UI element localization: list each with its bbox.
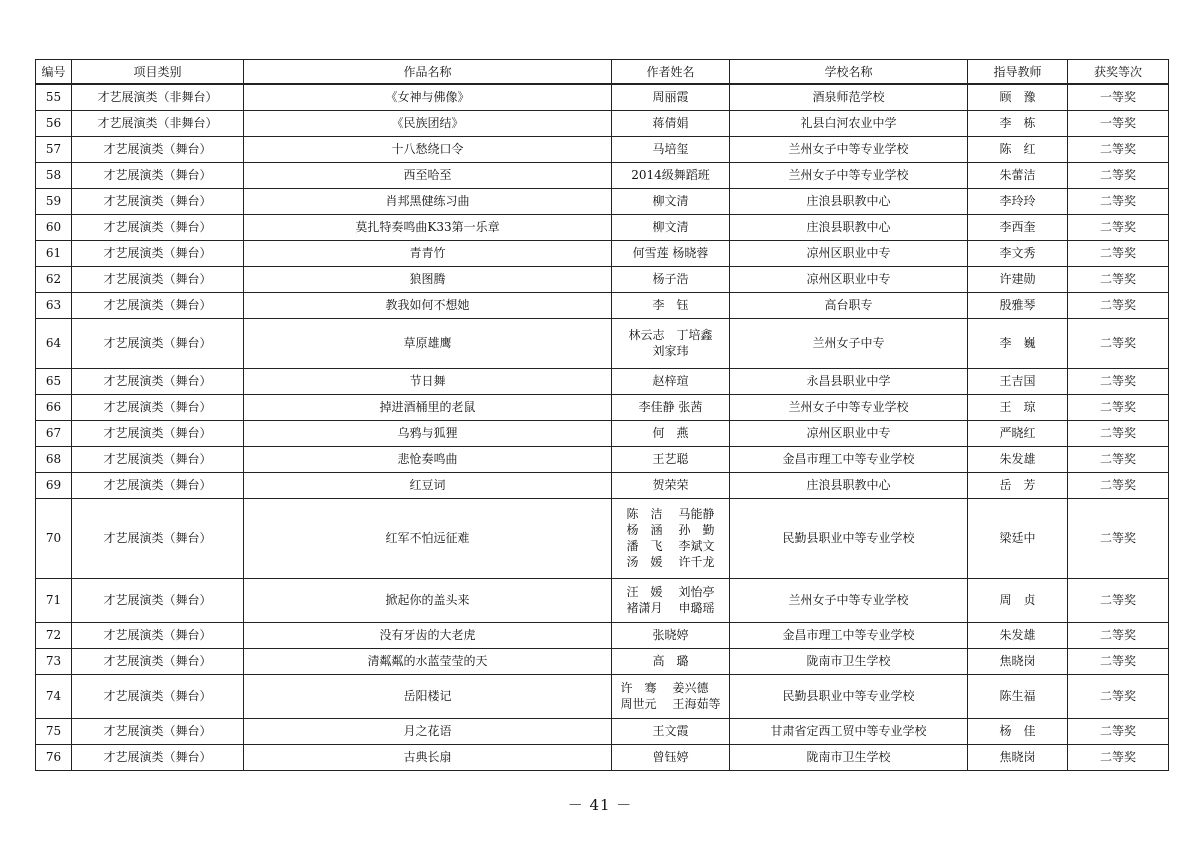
cell-award: 二等奖 — [1068, 578, 1169, 622]
cell-school: 兰州女子中等专业学校 — [730, 394, 968, 420]
author-name: 李 钰 — [652, 298, 689, 312]
cell-authors — [612, 162, 730, 188]
table-row — [36, 292, 1169, 318]
cell-teacher: 李 栋 — [968, 110, 1068, 136]
table-header-row — [36, 60, 1169, 85]
cell-authors — [612, 136, 730, 162]
cell-teacher: 王吉国 — [968, 368, 1068, 394]
cell-authors — [612, 110, 730, 136]
cell-category: 才艺展演类（舞台） — [72, 162, 244, 188]
author-name: 许 骞 — [620, 681, 657, 695]
table-row — [36, 162, 1169, 188]
cell-teacher: 周 贞 — [968, 578, 1068, 622]
cell-number: 56 — [36, 110, 72, 136]
cell-number: 55 — [36, 84, 72, 110]
table-row — [36, 136, 1169, 162]
cell-authors — [612, 214, 730, 240]
table-row — [36, 394, 1169, 420]
cell-number: 75 — [36, 718, 72, 744]
cell-authors — [612, 578, 730, 622]
cell-category: 才艺展演类（舞台） — [72, 718, 244, 744]
cell-school: 甘肃省定西工贸中等专业学校 — [730, 718, 968, 744]
cell-teacher: 朱发雄 — [968, 446, 1068, 472]
cell-work: 《民族团结》 — [244, 110, 612, 136]
cell-number: 62 — [36, 266, 72, 292]
cell-number: 70 — [36, 498, 72, 578]
cell-authors — [612, 188, 730, 214]
author-name: 赵梓瑄 — [652, 374, 689, 388]
cell-number: 73 — [36, 648, 72, 674]
author-name: 王艺聪 — [652, 452, 689, 466]
cell-award: 二等奖 — [1068, 648, 1169, 674]
cell-award: 二等奖 — [1068, 622, 1169, 648]
header-authors: 作者姓名 — [612, 60, 730, 85]
page-number: － 41 － — [567, 796, 633, 814]
cell-teacher: 焦晓岗 — [968, 648, 1068, 674]
cell-authors — [612, 674, 730, 718]
cell-category: 才艺展演类（舞台） — [72, 292, 244, 318]
cell-authors — [612, 718, 730, 744]
cell-teacher: 杨 佳 — [968, 718, 1068, 744]
author-name: 柳文清 — [652, 194, 689, 208]
cell-award: 二等奖 — [1068, 394, 1169, 420]
cell-award: 二等奖 — [1068, 498, 1169, 578]
author-name: 申璐瑶 — [678, 601, 715, 615]
cell-authors — [612, 420, 730, 446]
cell-work: 西至哈至 — [244, 162, 612, 188]
cell-category: 才艺展演类（舞台） — [72, 368, 244, 394]
table-body — [36, 84, 1169, 770]
cell-teacher: 李西奎 — [968, 214, 1068, 240]
table-row — [36, 472, 1169, 498]
author-name: 李佳静 张茜 — [638, 400, 703, 414]
cell-work: 清粼粼的水蓝莹莹的天 — [244, 648, 612, 674]
awards-table — [35, 59, 1169, 771]
cell-school: 陇南市卫生学校 — [730, 648, 968, 674]
table-row — [36, 318, 1169, 368]
cell-award: 二等奖 — [1068, 718, 1169, 744]
cell-category: 才艺展演类（舞台） — [72, 446, 244, 472]
cell-work: 莫扎特奏鸣曲K33第一乐章 — [244, 214, 612, 240]
cell-category: 才艺展演类（舞台） — [72, 214, 244, 240]
cell-school: 高台职专 — [730, 292, 968, 318]
cell-category: 才艺展演类（舞台） — [72, 578, 244, 622]
author-name: 贺荣荣 — [652, 478, 689, 492]
author-name: 马能静 — [678, 507, 715, 521]
table-row — [36, 446, 1169, 472]
cell-number: 65 — [36, 368, 72, 394]
cell-category: 才艺展演类（舞台） — [72, 266, 244, 292]
cell-teacher: 李 巍 — [968, 318, 1068, 368]
cell-teacher: 顾 豫 — [968, 84, 1068, 110]
cell-award: 二等奖 — [1068, 188, 1169, 214]
header-number: 编号 — [36, 60, 72, 85]
table-row — [36, 420, 1169, 446]
cell-school: 庄浪县职教中心 — [730, 214, 968, 240]
cell-teacher: 李玲玲 — [968, 188, 1068, 214]
cell-work: 掀起你的盖头来 — [244, 578, 612, 622]
cell-school: 凉州区职业中专 — [730, 240, 968, 266]
cell-school: 庄浪县职教中心 — [730, 472, 968, 498]
cell-authors — [612, 318, 730, 368]
author-name: 柳文清 — [652, 220, 689, 234]
author-name: 张晓婷 — [652, 628, 689, 642]
cell-number: 63 — [36, 292, 72, 318]
cell-work: 悲怆奏鸣曲 — [244, 446, 612, 472]
cell-teacher: 严晓红 — [968, 420, 1068, 446]
cell-number: 61 — [36, 240, 72, 266]
header-award: 获奖等次 — [1068, 60, 1169, 85]
cell-authors — [612, 744, 730, 770]
cell-number: 66 — [36, 394, 72, 420]
table-row — [36, 578, 1169, 622]
author-name: 陈 洁 — [626, 507, 663, 521]
cell-work: 红豆词 — [244, 472, 612, 498]
cell-school: 民勤县职业中等专业学校 — [730, 674, 968, 718]
author-name: 周丽霞 — [652, 90, 689, 105]
cell-award: 二等奖 — [1068, 318, 1169, 368]
cell-category: 才艺展演类（舞台） — [72, 498, 244, 578]
cell-number: 59 — [36, 188, 72, 214]
cell-work: 肖邦黑健练习曲 — [244, 188, 612, 214]
cell-award: 一等奖 — [1068, 84, 1169, 110]
cell-school: 兰州女子中等专业学校 — [730, 162, 968, 188]
cell-award: 二等奖 — [1068, 136, 1169, 162]
cell-authors — [612, 394, 730, 420]
cell-award: 二等奖 — [1068, 420, 1169, 446]
cell-number: 74 — [36, 674, 72, 718]
cell-teacher: 陈生福 — [968, 674, 1068, 718]
author-name: 2014级舞蹈班 — [631, 168, 710, 182]
author-name: 周世元 — [620, 697, 657, 711]
author-name: 汪 媛 — [626, 585, 663, 599]
author-name: 林云志 丁培鑫 — [628, 328, 713, 342]
cell-authors — [612, 498, 730, 578]
table-row — [36, 744, 1169, 770]
table-row — [36, 214, 1169, 240]
cell-category: 才艺展演类（舞台） — [72, 622, 244, 648]
cell-work: 古典长扇 — [244, 744, 612, 770]
cell-work: 月之花语 — [244, 718, 612, 744]
cell-school: 兰州女子中等专业学校 — [730, 578, 968, 622]
cell-number: 76 — [36, 744, 72, 770]
cell-teacher: 殷雅琴 — [968, 292, 1068, 318]
cell-teacher: 朱发雄 — [968, 622, 1068, 648]
cell-work: 红军不怕远征难 — [244, 498, 612, 578]
cell-school: 礼县白河农业中学 — [730, 110, 968, 136]
author-name: 刘家玮 — [652, 344, 689, 358]
table-row — [36, 84, 1169, 110]
cell-award: 二等奖 — [1068, 446, 1169, 472]
cell-school: 凉州区职业中专 — [730, 420, 968, 446]
cell-category: 才艺展演类（舞台） — [72, 674, 244, 718]
cell-work: 岳阳楼记 — [244, 674, 612, 718]
cell-authors — [612, 368, 730, 394]
cell-work: 节日舞 — [244, 368, 612, 394]
cell-number: 72 — [36, 622, 72, 648]
author-name: 蒋倩娟 — [652, 116, 689, 130]
author-name: 许千龙 — [678, 555, 715, 569]
cell-work: 乌鸦与狐狸 — [244, 420, 612, 446]
cell-category: 才艺展演类（舞台） — [72, 420, 244, 446]
cell-award: 二等奖 — [1068, 368, 1169, 394]
cell-teacher: 王 琼 — [968, 394, 1068, 420]
cell-category: 才艺展演类（舞台） — [72, 240, 244, 266]
cell-teacher: 李文秀 — [968, 240, 1068, 266]
cell-award: 二等奖 — [1068, 292, 1169, 318]
cell-category: 才艺展演类（舞台） — [72, 188, 244, 214]
author-name: 何雪莲 杨晓蓉 — [632, 246, 709, 260]
cell-teacher: 朱蕾洁 — [968, 162, 1068, 188]
cell-authors — [612, 292, 730, 318]
cell-work: 《女神与佛像》 — [244, 84, 612, 110]
author-name: 李斌文 — [678, 539, 715, 553]
cell-category: 才艺展演类（舞台） — [72, 648, 244, 674]
cell-number: 69 — [36, 472, 72, 498]
author-name: 褚潇月 — [626, 601, 663, 615]
cell-school: 金昌市理工中等专业学校 — [730, 446, 968, 472]
table-row — [36, 622, 1169, 648]
cell-teacher: 焦晓岗 — [968, 744, 1068, 770]
cell-work: 教我如何不想她 — [244, 292, 612, 318]
cell-school: 金昌市理工中等专业学校 — [730, 622, 968, 648]
cell-school: 永昌县职业中学 — [730, 368, 968, 394]
author-name: 杨子浩 — [652, 272, 689, 286]
table-row — [36, 648, 1169, 674]
cell-number: 58 — [36, 162, 72, 188]
author-name: 何 燕 — [652, 426, 689, 440]
cell-category: 才艺展演类（舞台） — [72, 394, 244, 420]
cell-award: 二等奖 — [1068, 162, 1169, 188]
cell-award: 二等奖 — [1068, 472, 1169, 498]
cell-category: 才艺展演类（舞台） — [72, 136, 244, 162]
author-name: 马培玺 — [652, 142, 689, 156]
cell-authors — [612, 622, 730, 648]
cell-authors — [612, 84, 730, 110]
author-name: 王文霞 — [652, 724, 689, 738]
cell-teacher: 陈 红 — [968, 136, 1068, 162]
cell-number: 64 — [36, 318, 72, 368]
cell-work: 狼图腾 — [244, 266, 612, 292]
cell-category: 才艺展演类（舞台） — [72, 472, 244, 498]
cell-number: 68 — [36, 446, 72, 472]
cell-school: 兰州女子中等专业学校 — [730, 136, 968, 162]
cell-school: 凉州区职业中专 — [730, 266, 968, 292]
author-name: 汤 媛 — [626, 555, 663, 569]
author-name: 潘 飞 — [626, 539, 663, 553]
cell-work: 没有牙齿的大老虎 — [244, 622, 612, 648]
cell-category: 才艺展演类（舞台） — [72, 318, 244, 368]
cell-award: 二等奖 — [1068, 674, 1169, 718]
cell-teacher: 许建勋 — [968, 266, 1068, 292]
header-category: 项目类别 — [72, 60, 244, 85]
cell-school: 酒泉师范学校 — [730, 84, 968, 110]
author-name: 姜兴德 — [672, 681, 709, 695]
author-name: 刘怡亭 — [678, 585, 715, 599]
cell-teacher: 梁廷中 — [968, 498, 1068, 578]
cell-award: 二等奖 — [1068, 744, 1169, 770]
cell-authors — [612, 472, 730, 498]
cell-award: 二等奖 — [1068, 240, 1169, 266]
cell-work: 掉进酒桶里的老鼠 — [244, 394, 612, 420]
cell-authors — [612, 446, 730, 472]
cell-authors — [612, 648, 730, 674]
cell-number: 60 — [36, 214, 72, 240]
cell-category: 才艺展演类（舞台） — [72, 744, 244, 770]
author-name: 高 璐 — [652, 654, 689, 668]
cell-award: 二等奖 — [1068, 266, 1169, 292]
cell-award: 一等奖 — [1068, 110, 1169, 136]
header-work: 作品名称 — [244, 60, 612, 85]
table-row — [36, 674, 1169, 718]
cell-school: 庄浪县职教中心 — [730, 188, 968, 214]
cell-authors — [612, 240, 730, 266]
table-row — [36, 188, 1169, 214]
author-name: 孙 勤 — [678, 523, 715, 537]
header-teacher: 指导教师 — [968, 60, 1068, 85]
cell-work: 青青竹 — [244, 240, 612, 266]
cell-teacher: 岳 芳 — [968, 472, 1068, 498]
cell-category: 才艺展演类（非舞台） — [72, 110, 244, 136]
table-row — [36, 110, 1169, 136]
cell-number: 67 — [36, 420, 72, 446]
cell-school: 陇南市卫生学校 — [730, 744, 968, 770]
table-row — [36, 718, 1169, 744]
cell-category: 才艺展演类（非舞台） — [72, 84, 244, 110]
table-row — [36, 240, 1169, 266]
cell-number: 57 — [36, 136, 72, 162]
cell-work: 草原雄鹰 — [244, 318, 612, 368]
cell-authors — [612, 266, 730, 292]
cell-school: 兰州女子中专 — [730, 318, 968, 368]
table-row — [36, 498, 1169, 578]
author-name: 曾钰婷 — [652, 750, 689, 764]
table-row — [36, 368, 1169, 394]
header-school: 学校名称 — [730, 60, 968, 85]
cell-award: 二等奖 — [1068, 214, 1169, 240]
cell-number: 71 — [36, 578, 72, 622]
author-name: 杨 涵 — [626, 523, 663, 537]
table-row — [36, 266, 1169, 292]
cell-work: 十八愁绕口令 — [244, 136, 612, 162]
author-name: 王海茹等 — [672, 697, 721, 711]
cell-school: 民勤县职业中等专业学校 — [730, 498, 968, 578]
